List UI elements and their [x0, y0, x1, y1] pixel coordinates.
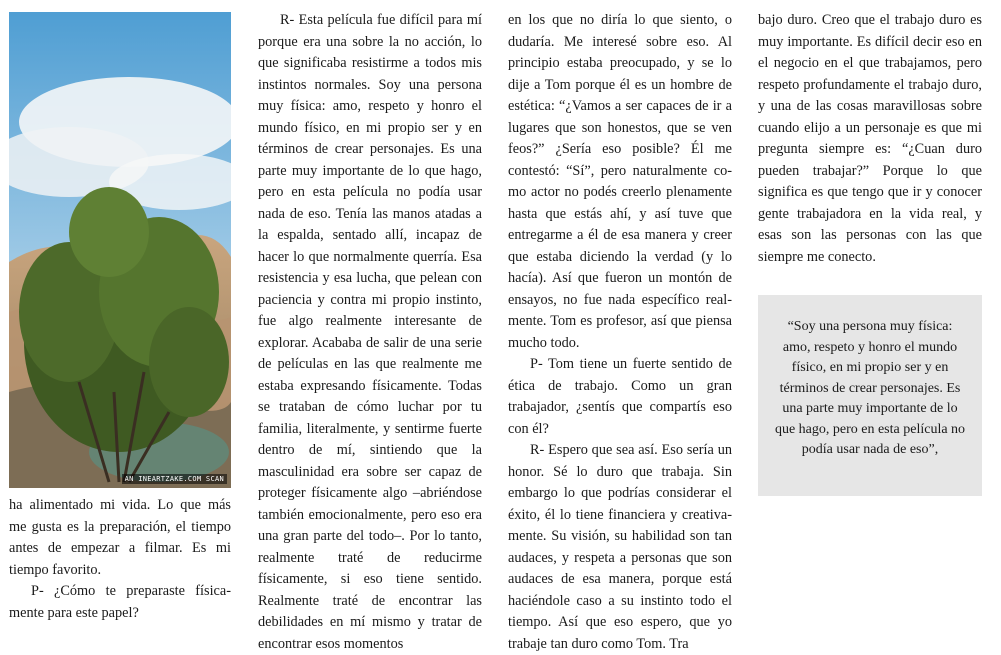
answer-paragraph: R- Esta película fue difícil para mí porque era una sobre la no acción, lo que significaba resistirme a todos mis instintos normales. Soy una persona muy física: amo, respeto y honro el mundo físico, en mi propio ser y en términos de crear personajes. Es una parte muy importante de lo que hago, pero en esta película no podía usar nada de eso. Tenía las manos atadas a la espalda, sentado allí, incapaz de hacer lo que normalmente querría. Esa resistencia y esa lucha, que pelean con paciencia y contra mi propio instinto, fue algo realmente interesante de explorar. Acababa de salir de una serie de películas en las que realmente me estaba expresando físicamente. Todas se trataban de cómo luchar por tu familia, literalmente, y sentirme fuerte dentro de mí, sintiendo que la masculinidad era sobre ser capaz de proteger físicamente algo –abriéndose también emocionalmente, pero eso era una gran parte del todo–. Por lo tanto, realmente traté de reducirme físicamente, si eso tiene sentido. Realmente traté de encontrar las debilidades en mí mismo y tratar de encontrar esos momentos: [258, 12, 482, 652]
question-paragraph: P- Tom tiene un fuerte sentido de ética de trabajo. Como un gran trabajador, ¿sentís que compartís eso con él?: [508, 356, 732, 437]
article-column-2: [258, 10, 482, 655]
pull-quote: [758, 295, 982, 496]
question-paragraph: P- ¿Cómo te preparaste físicamente para este papel?: [9, 583, 231, 621]
photo-illustration: [9, 12, 231, 488]
article-column-3: [508, 10, 732, 655]
paragraph: en los que no diría lo que siento, o dudaría. Me interesé sobre eso. Al principio estaba preocupado, y se lo dije a Tom porque él es un hombre de estética: “¿Vamos a ser capaces de ir a lugares que son honestos, que se ven feos?” ¿Sería eso posible? Él me contestó: “Sí”, pero naturalmente como actor no podés creerlo plenamente hasta que estás ahí, y así tuve que entregarme a él de esa manera y creer que estaba diciendo la verdad (y lo hacía). Así que fueron un montón de ensayos, no fue nada específico real- mente. Tom es profesor, así que piensa mucho todo.: [508, 12, 732, 351]
paragraph: bajo duro. Creo que el trabajo duro es muy importante. Es difícil decir eso en el negocio en el que trabajamos, pero respeto profundamente el trabajo duro, y una de las cosas maravillosas sobre cuando elijo a un personaje es que mi pregunta siempre es: “¿Cuan duro pueden trabajar?” Porque lo que significa es que tengo que ir y conocer gente trabajadora en la vida real, y esas son las personas con las que siempre me conecto.: [758, 12, 982, 265]
scan-watermark: AN INEARTZAKE.COM SCAN: [122, 474, 227, 484]
article-column-4: [758, 10, 982, 268]
answer-paragraph: R- Espero que sea así. Eso sería un honor. Sé lo duro que trabaja. Sin embargo lo que podrías considerar el éxito, él lo tiene financiera y creativamente. Su visión, su habilidad son tan audaces, y respeta a personas que son audaces de esa manera, porque está haciéndole caso a su instinto todo el tiempo. Así que eso espero, que yo trabaje tan duro como Tom. Tra: [508, 442, 732, 652]
paragraph: ha alimentado mi vida. Lo que más me gusta es la preparación, el tiempo antes de empezar a filmar. Es mi tiempo favorito.: [9, 497, 231, 578]
pull-quote-text: “Soy una persona muy física: amo, respeto y honro el mundo físico, en mi propio ser y en términos de crear personajes. Es una parte muy importante de lo que hago, pero en esta película no podía usar nada de eso”,: [774, 319, 966, 457]
article-column-1: [9, 495, 231, 624]
desert-shrub-photo: [9, 12, 231, 488]
